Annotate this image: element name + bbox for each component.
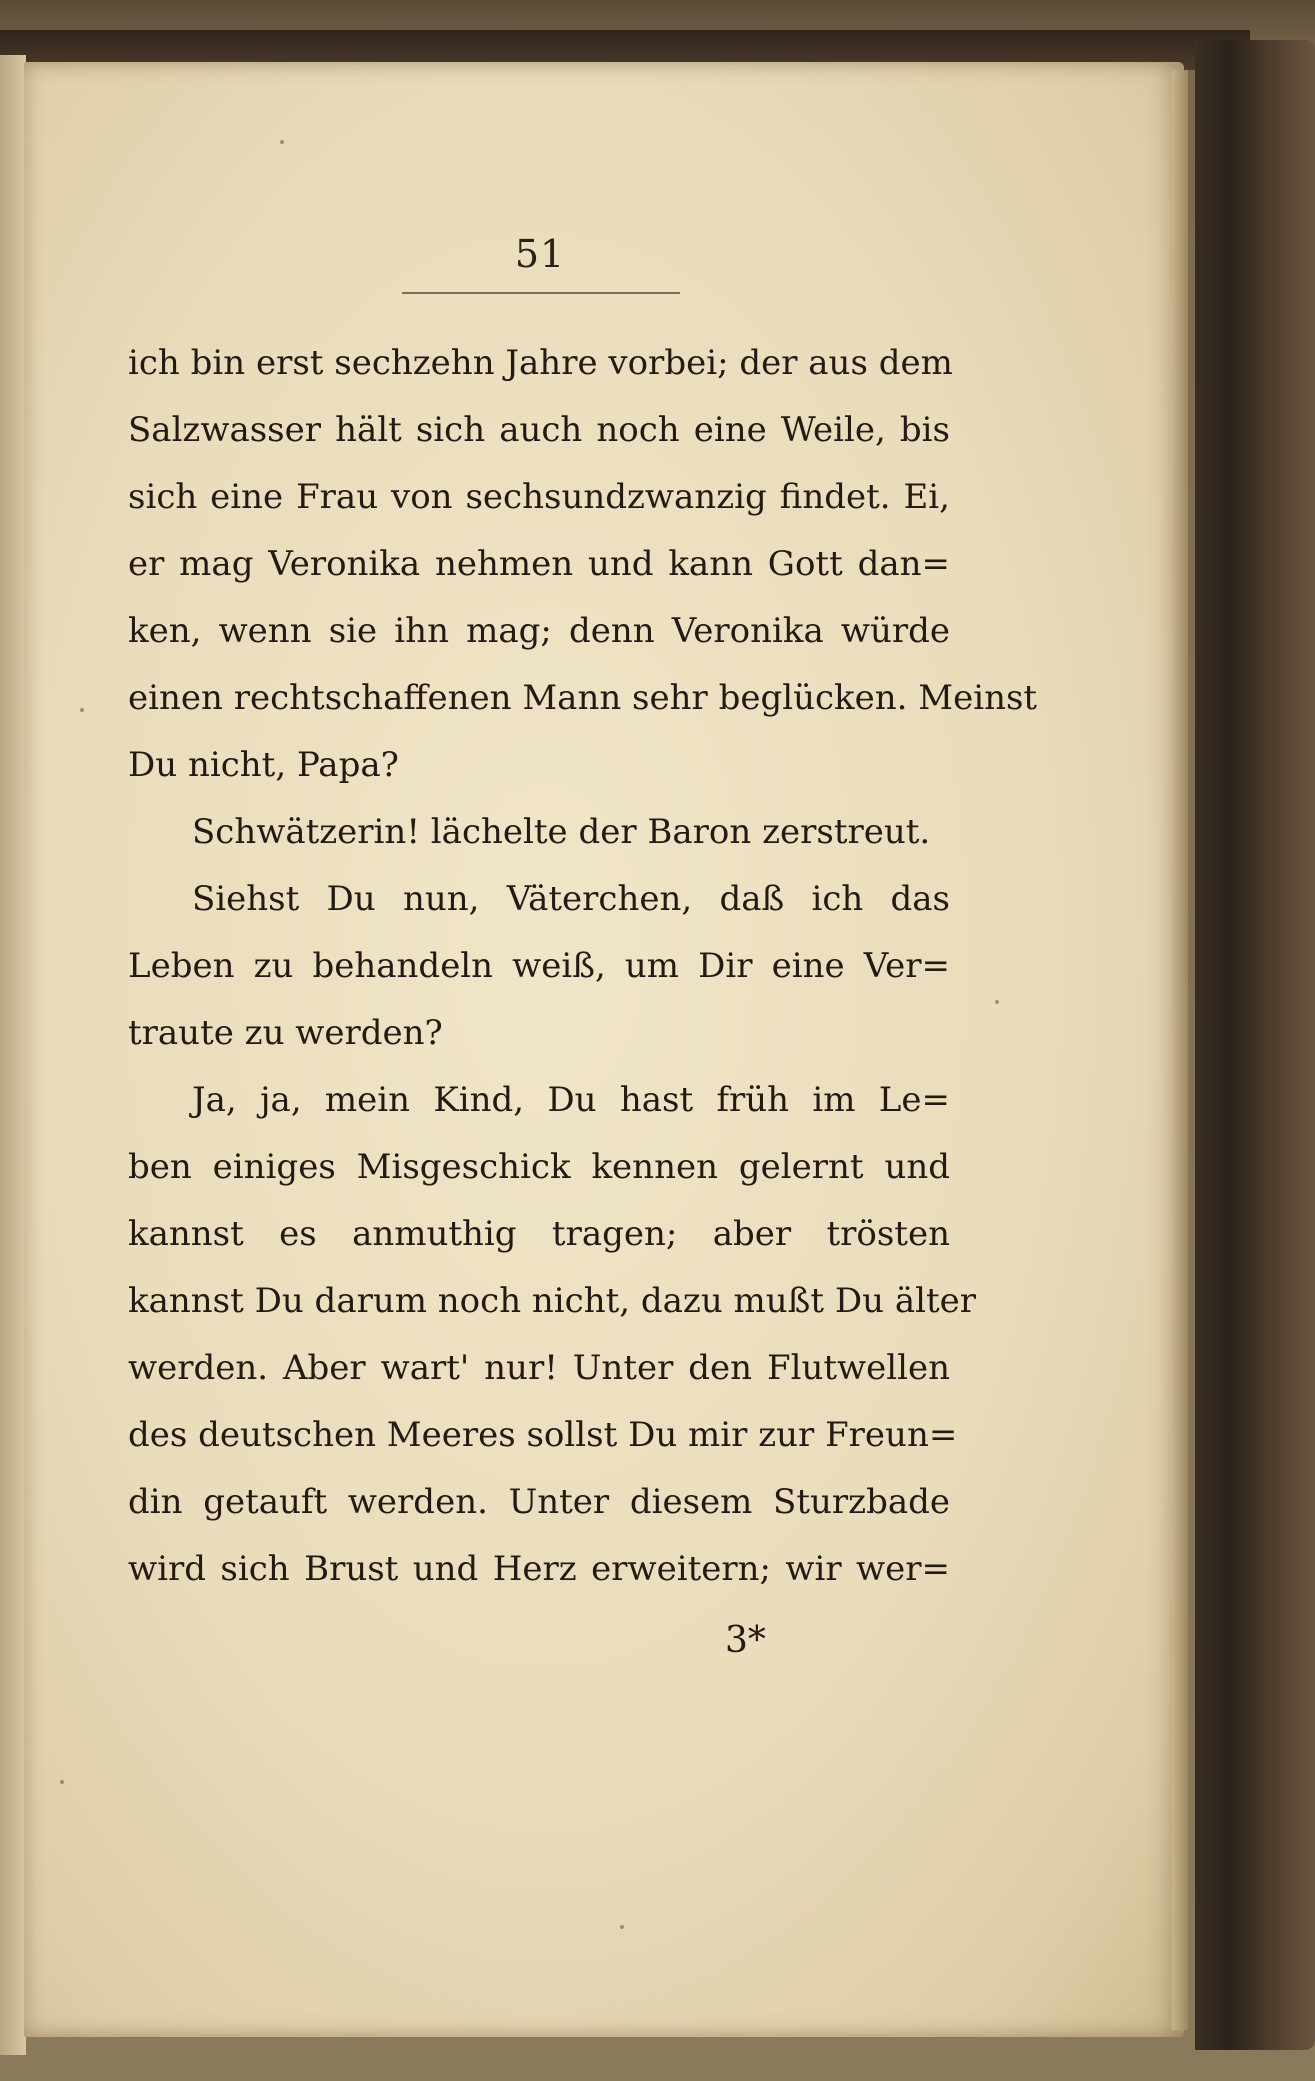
text-line: sich eine Frau von sechsundzwanzig findet. Ei, xyxy=(128,477,950,517)
signature-mark: 3* xyxy=(725,1620,766,1661)
text-line: kannst Du darum noch nicht, dazu mußt Du älter xyxy=(128,1281,977,1321)
page-fold-shadow xyxy=(1172,70,1188,2030)
paper-speck xyxy=(80,708,84,712)
header-rule xyxy=(402,292,680,294)
paper-speck xyxy=(995,1000,999,1004)
page-number: 51 xyxy=(514,232,566,276)
text-line: Ja, ja, mein Kind, Du hast früh im Le= xyxy=(192,1080,950,1120)
paper-speck xyxy=(620,1925,624,1929)
text-line: werden. Aber wart' nur! Unter den Flutwellen xyxy=(128,1348,950,1388)
book-cover-right xyxy=(1195,40,1315,2050)
paper-speck xyxy=(280,140,284,144)
text-line: Schwätzerin! lächelte der Baron zerstreut. xyxy=(192,812,931,852)
text-line: einen rechtschaffenen Mann sehr beglücken. Meinst xyxy=(128,678,1038,718)
text-line: ken, wenn sie ihn mag; denn Veronika würde xyxy=(128,611,950,651)
text-line: des deutschen Meeres sollst Du mir zur Freun= xyxy=(128,1415,958,1455)
paper-speck xyxy=(60,1780,64,1784)
text-line: Siehst Du nun, Väterchen, daß ich das xyxy=(192,879,950,919)
body-text xyxy=(128,330,1038,1603)
previous-page-edge xyxy=(0,55,26,2055)
text-line: Du nicht, Papa? xyxy=(128,745,399,785)
text-line: wird sich Brust und Herz erweitern; wir wer= xyxy=(128,1549,950,1589)
text-line: Leben zu behandeln weiß, um Dir eine Ver= xyxy=(128,946,950,986)
text-line: er mag Veronika nehmen und kann Gott dan= xyxy=(128,544,950,584)
text-line: din getauft werden. Unter diesem Sturzbade xyxy=(128,1482,950,1522)
text-line: Salzwasser hält sich auch noch eine Weile, bis xyxy=(128,410,950,450)
text-line: ben einiges Misgeschick kennen gelernt und xyxy=(128,1147,950,1187)
text-line: ich bin erst sechzehn Jahre vorbei; der aus dem xyxy=(128,343,953,383)
text-line: kannst es anmuthig tragen; aber trösten xyxy=(128,1214,950,1254)
text-line: traute zu werden? xyxy=(128,1013,443,1053)
